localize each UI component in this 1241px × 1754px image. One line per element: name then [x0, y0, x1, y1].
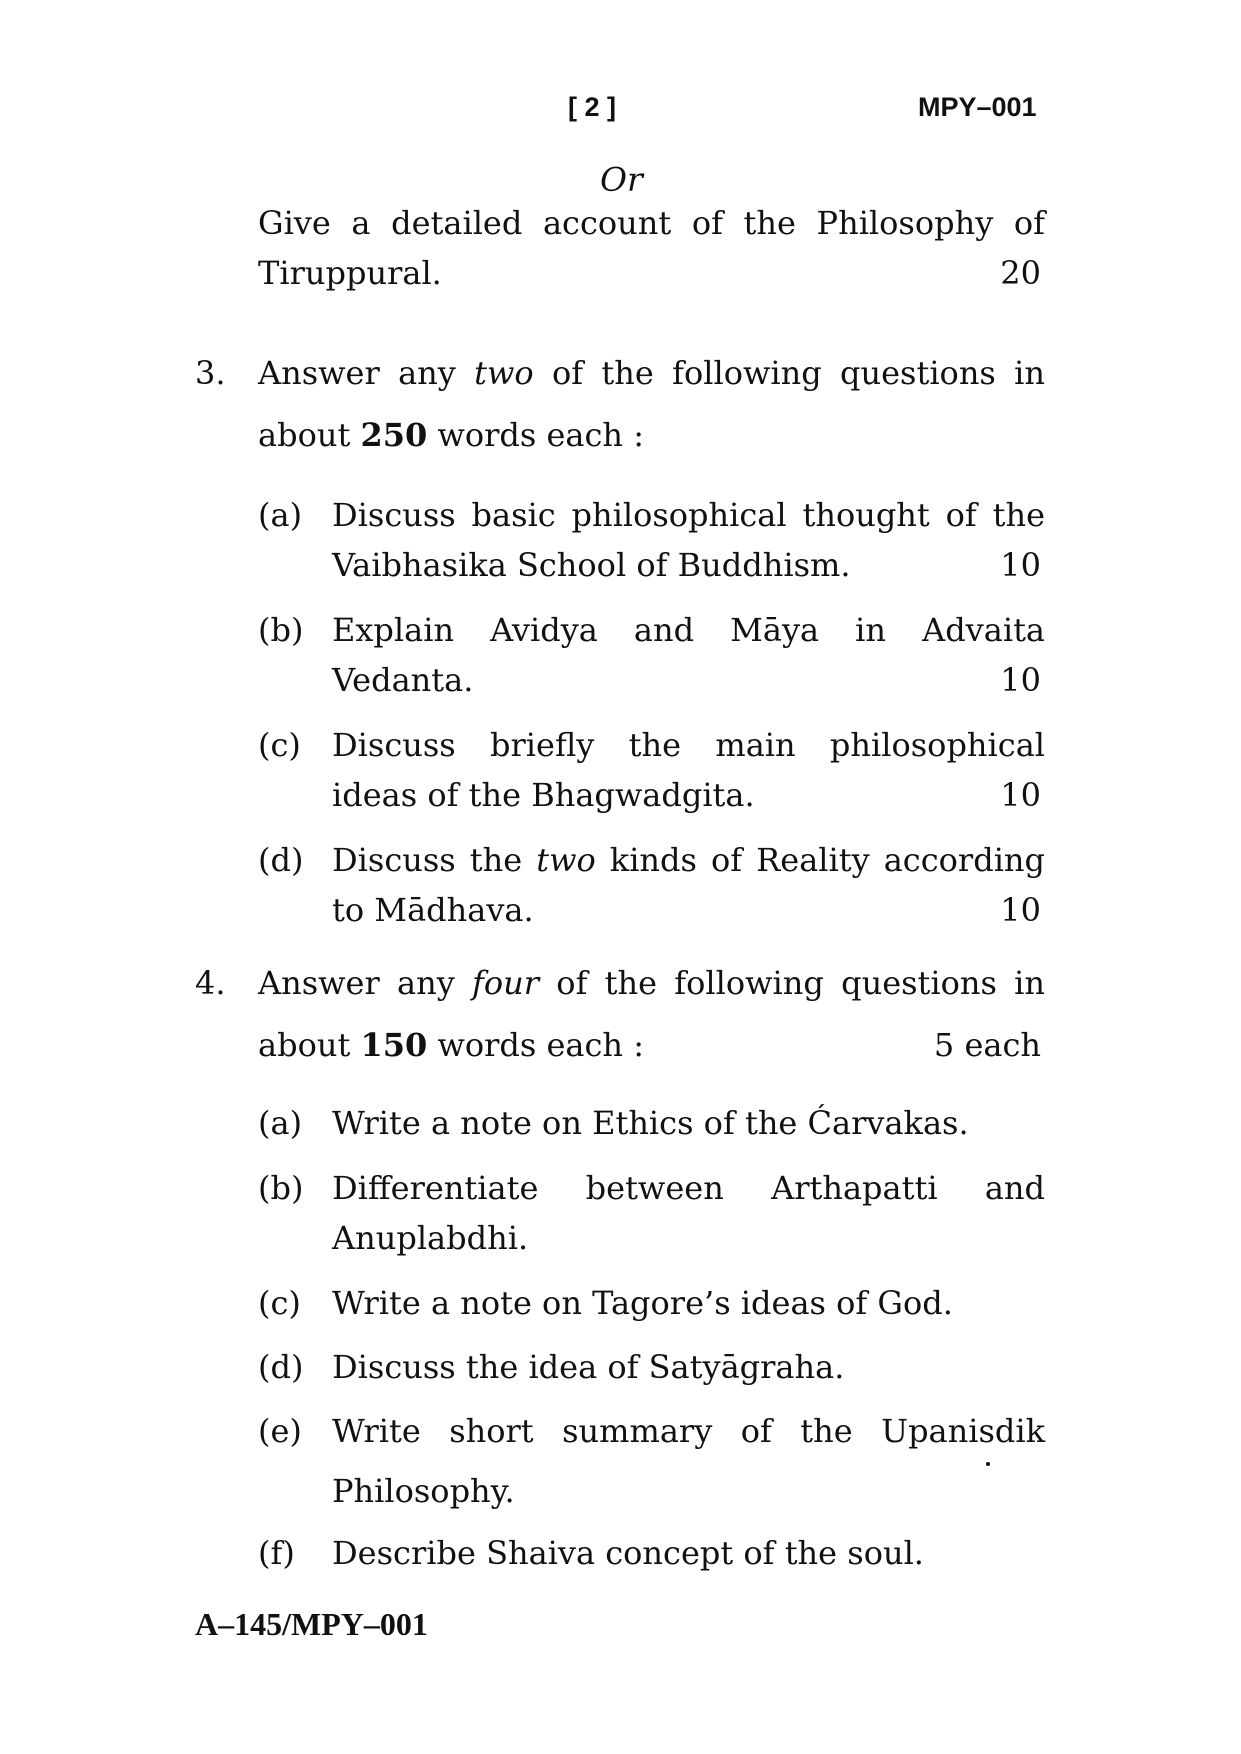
q3-line1: Answer any two of the following questions in: [258, 354, 1045, 392]
q3a-label: (a): [258, 496, 303, 534]
q4b-line1: Differentiate between Arthapatti and: [332, 1169, 1045, 1207]
q3d-marks: 10: [1000, 891, 1041, 929]
q4c-label: (c): [258, 1284, 301, 1322]
alt-question-line1: Give a detailed account of the Philosophy of: [258, 204, 1045, 242]
q4a-text: Write a note on Ethics of the Ćarvakas.: [332, 1104, 969, 1142]
q3d-line2: to Mādhava. 10: [332, 885, 1041, 935]
q3d-line1: Discuss the two kinds of Reality according: [332, 841, 1046, 879]
q4e-line2: Philosophy.: [332, 1472, 515, 1510]
course-code: MPY–001: [918, 92, 1037, 122]
q3c-line2: ideas of the Bhagwadgita. 10: [332, 770, 1041, 820]
q3b-line2: Vedanta. 10: [332, 655, 1041, 705]
q3-line2: about 250 words each :: [258, 416, 644, 454]
or-label: Or: [600, 160, 643, 199]
q4f-label: (f): [258, 1534, 295, 1572]
q3d-label: (d): [258, 841, 304, 879]
q3c-label: (c): [258, 726, 301, 764]
q4-number: 4.: [195, 964, 226, 1002]
q4a-label: (a): [258, 1104, 303, 1142]
q3b-marks: 10: [1000, 661, 1041, 699]
q4e-line1: Write short summary of the Upanisdik: [332, 1406, 1045, 1456]
footer-code: A–145/MPY–001: [195, 1606, 428, 1642]
q3c-line1: Discuss briefly the main philosophical: [332, 726, 1045, 764]
q4-marks: 5 each: [933, 1026, 1041, 1064]
q4c-text: Write a note on Tagore’s ideas of God.: [332, 1284, 953, 1322]
q4-line1: Answer any four of the following questions in: [258, 964, 1046, 1002]
q3a-marks: 10: [1000, 546, 1041, 584]
alt-question-text: Tiruppural.: [258, 254, 442, 292]
q4b-line2: Anuplabdhi.: [332, 1219, 529, 1257]
q4e-label: (e): [258, 1412, 302, 1450]
q3-number: 3.: [195, 354, 226, 392]
q3b-line1: Explain Avidya and Māya in Advaita: [332, 611, 1045, 649]
q3a-line1: Discuss basic philosophical thought of the: [332, 496, 1045, 534]
page-number: [ 2 ]: [568, 92, 617, 122]
q4-line2: about 150 words each : 5 each: [258, 1020, 1041, 1070]
q3b-label: (b): [258, 611, 304, 649]
alt-question-marks: 20: [1000, 254, 1041, 292]
q4d-text: Discuss the idea of Satyāgraha.: [332, 1348, 845, 1386]
q4d-label: (d): [258, 1348, 304, 1386]
q3a-line2: Vaibhasika School of Buddhism. 10: [332, 540, 1041, 590]
q3c-marks: 10: [1000, 776, 1041, 814]
q4f-text: Describe Shaiva concept of the soul.: [332, 1534, 924, 1572]
alt-question-line2: [258, 248, 1041, 298]
q4b-label: (b): [258, 1169, 304, 1207]
